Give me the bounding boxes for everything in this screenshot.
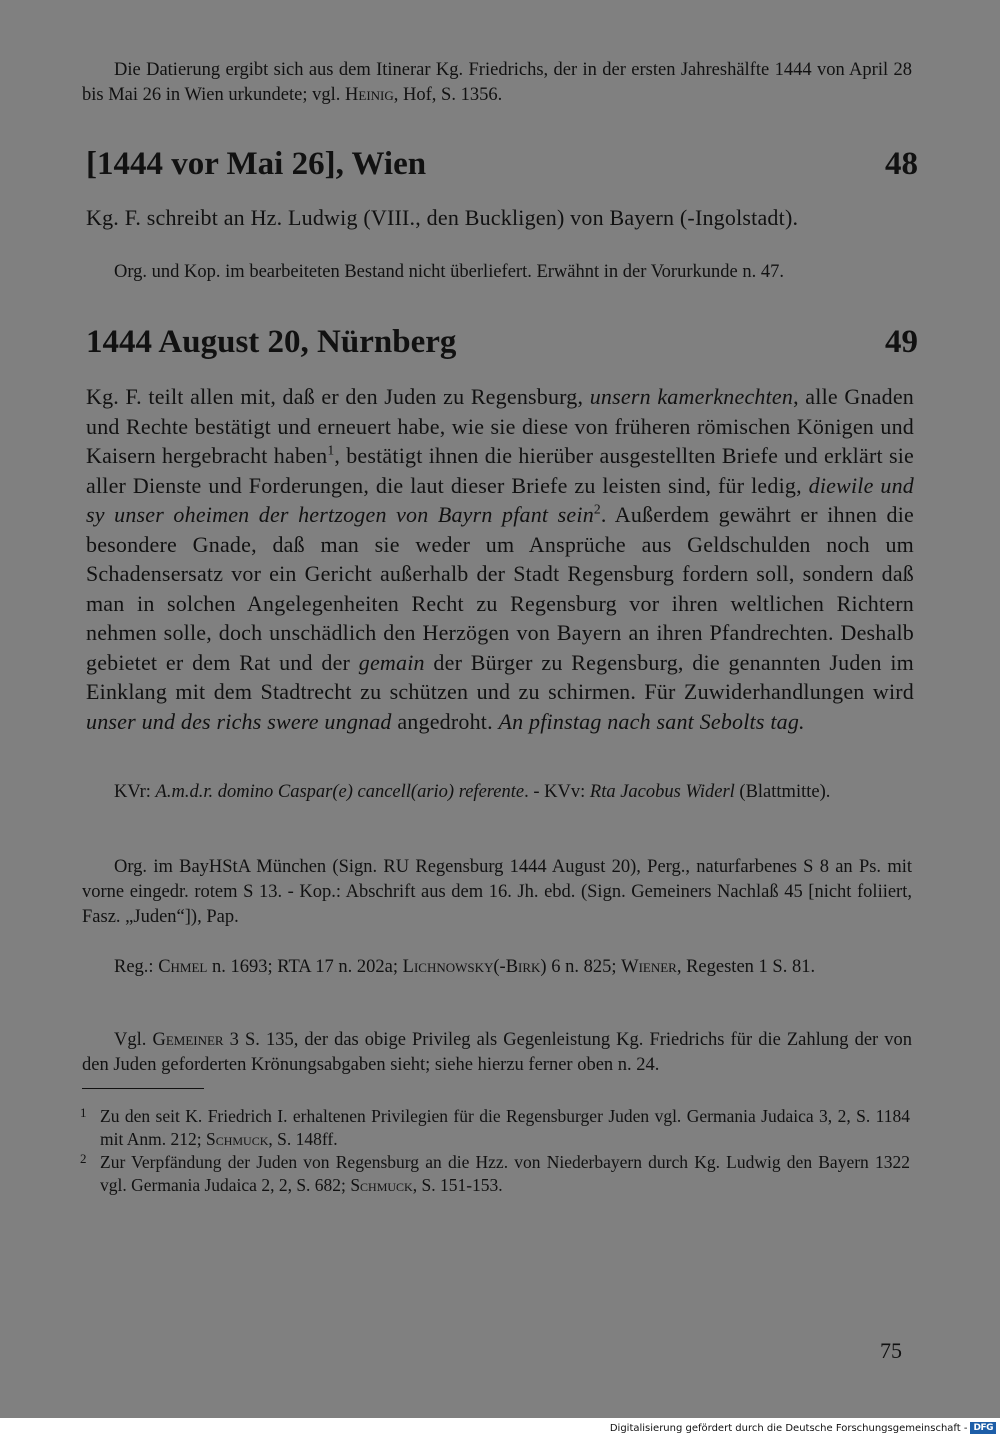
reg-text: , Regesten 1 S. 81.	[676, 957, 816, 977]
summary-text: Kg. F. teilt allen mit, daß er den Juden zu Regensburg,	[86, 384, 590, 409]
dfg-logo: DFG	[970, 1422, 996, 1434]
doc49-original-note: Org. im BayHStA München (Sign. RU Regensburg 1444 August 20), Perg., naturfarbenes S 8 an Ps. mit vorne eingedr. rotem S 13. - Kop.: Abschrift aus dem 16. Jh. ebd. (Sign. Gemeiners Nachlaß 45 [nicht foliiert, Fasz. „Juden“]), Pap.	[82, 857, 912, 927]
author-chmel: Chmel	[158, 957, 208, 977]
doc48-heading	[86, 146, 918, 183]
footnote-text-part: , S. 151-153.	[412, 1175, 503, 1195]
author-schmuck: Schmuck	[350, 1175, 413, 1195]
footnote-text	[100, 1151, 910, 1197]
summary-quote: unsern kamerknechten	[589, 384, 794, 409]
footnote-2	[80, 1151, 910, 1197]
summary-quote: gemain	[358, 649, 425, 675]
reg-text: Reg.:	[114, 957, 159, 977]
summary-dating-clause: An pfinstag nach sant Sebolts tag.	[498, 708, 805, 734]
summary-text: angedroht.	[391, 708, 499, 734]
intro-paragraph	[82, 58, 912, 108]
footnote-number: 1	[80, 1105, 87, 1120]
kv-text: KVr:	[114, 782, 156, 802]
summary-quote: diewile und sy unser oheimen der hertzogen von Bayrn pfant sein	[86, 472, 914, 527]
footnote-1	[80, 1105, 910, 1151]
kv-quote: Rta Jacobus Widerl	[589, 782, 735, 802]
footnote-text	[100, 1105, 910, 1151]
footnote-rule	[82, 1088, 204, 1089]
doc49-date-place: 1444 August 20, Nürnberg	[86, 324, 457, 360]
kv-text: (Blattmitte).	[734, 782, 831, 802]
footnote-text-part: , S. 148ff.	[268, 1129, 338, 1149]
doc48-date-place: [1444 vor Mai 26], Wien	[86, 146, 427, 182]
author-wiener: Wiener	[621, 957, 677, 977]
footnote-number: 2	[80, 1151, 87, 1166]
reg-text: n. 1693; RTA 17 n. 202a;	[207, 957, 403, 977]
summary-text: , bestätigt ihnen die hierüber ausgestellten Briefe und erklärt sie aller Dienste und Forderungen, die laut dieser Briefe zu leisten sind, für ledig,	[86, 443, 914, 498]
author-heinig: Heinig	[345, 85, 394, 105]
footnote-ref-2: 2	[593, 501, 601, 517]
doc49-heading	[86, 324, 918, 361]
footnote-text-part: Zur Verpfändung der Juden von Regensburg an die Hzz. von Niederbayern durch Kg. Ludwig den Bayern 1322 vgl. Germania Judaica 2, 2, S. 682;	[100, 1152, 910, 1195]
author-lichnowsky: Lichnowsky(-Birk)	[402, 957, 547, 977]
intro-text-end: , Hof, S. 1356.	[393, 85, 503, 105]
kv-quote: A.m.d.r. domino Caspar(e) cancell(ario) referente	[155, 782, 525, 802]
footnote-ref-1: 1	[327, 442, 335, 458]
doc48-note: Org. und Kop. im bearbeiteten Bestand nicht überliefert. Erwähnt in der Vorurkunde n. 47.	[114, 262, 784, 282]
reg-text: 6 n. 825;	[546, 957, 622, 977]
doc48-summary: Kg. F. schreibt an Hz. Ludwig (VIII., den Buckligen) von Bayern (-Ingolstadt).	[86, 205, 799, 230]
author-schmuck: Schmuck	[205, 1129, 269, 1149]
vgl-text: 3 S. 135, der das obige Privileg als Gegenleistung Kg. Friedrichs für die Zahlung der von den Juden geforderten Krönungsabgaben sieht; siehe hierzu ferner oben n. 24.	[82, 1030, 913, 1075]
doc49-kv-note	[82, 780, 912, 805]
doc49-regest-note	[82, 955, 912, 980]
doc49-vgl-note	[82, 1028, 912, 1078]
vgl-text: Vgl.	[114, 1030, 153, 1050]
summary-text: der Bürger zu Regensburg, die genannten Juden im Einklang mit dem Stadtrecht zu schützen und zu schirmen. Für Zuwiderhandlungen wird	[86, 649, 914, 704]
summary-text: , alle Gnaden und Rechte bestätigt und erneuert habe, wie sie diese von früheren römischen Königen und Kaisern hergebracht haben	[86, 384, 914, 468]
doc48-number: 48	[885, 146, 918, 182]
doc49-summary	[86, 382, 914, 736]
summary-quote: unser und des richs swere ungnad	[86, 708, 392, 734]
digitization-credit	[610, 1422, 996, 1434]
kv-text: . - KVv:	[524, 782, 590, 802]
summary-text: . Außerdem gewährt er ihnen die besondere Gnade, daß man sie weder um Ansprüche aus Geldschulden noch um Schadensersatz vor ein Gericht außerhalb der Stadt Regensburg fordern soll, sondern daß man in solchen Angelegenheiten Recht zu Regensburg vor ihren weltlichen Richtern nehmen solle, doch unschädlich den Herzögen von Bayern an ihren Pfandrechten. Deshalb gebietet er dem Rat und der	[86, 502, 914, 675]
author-gemeiner: Gemeiner	[152, 1030, 224, 1050]
doc49-number: 49	[885, 324, 918, 360]
page-number: 75	[880, 1338, 902, 1363]
intro-text: Die Datierung ergibt sich aus dem Itinerar Kg. Friedrichs, der in der ersten Jahreshälfte 1444 von April 28 bis Mai 26 in Wien urkundete; vgl.	[82, 60, 912, 105]
credit-text: Digitalisierung gefördert durch die Deutsche Forschungsgemeinschaft -	[609, 1422, 968, 1434]
footnote-text-part: Zu den seit K. Friedrich I. erhaltenen Privilegien für die Regensburger Juden vgl. Germania Judaica 3, 2, S. 1184 mit Anm. 212;	[100, 1106, 910, 1149]
